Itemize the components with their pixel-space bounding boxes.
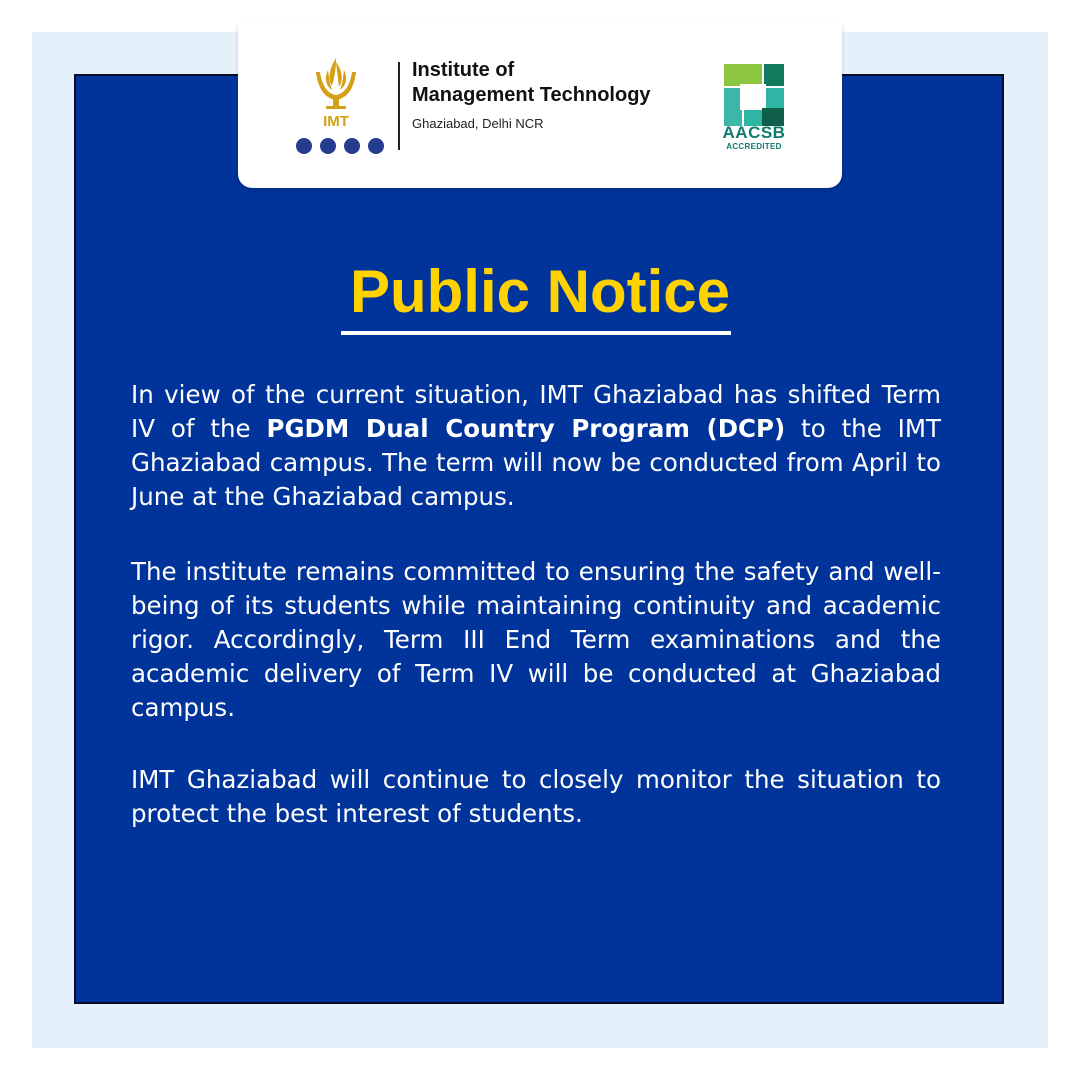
aacsb-accreditation-label <box>714 124 794 152</box>
aacsb-title: AACSB <box>722 123 786 142</box>
institute-location: Ghaziabad, Delhi NCR <box>412 116 544 131</box>
aacsb-subtitle: ACCREDITED <box>726 142 782 151</box>
header-card <box>238 24 842 188</box>
paragraph-1-text-start: In view of the current situation, IMT Ghaziabad has shifted Term IV of the <box>131 380 941 443</box>
aacsb-logo-icon <box>722 62 786 128</box>
notice-paragraph-2: The institute remains committed to ensuring the safety and well-being of its students while maintaining continuity and academic rigor. Accordingly, Term III End Term examinations and the academic delivery of Term IV will be conducted at Ghaziabad campus. <box>131 557 941 722</box>
imt-torch-emblem-icon <box>308 54 364 130</box>
header-divider <box>398 62 400 150</box>
imt-dots-icon <box>294 136 394 156</box>
title-underline <box>341 331 731 335</box>
paragraph-1-text-end: to the IMT Ghaziabad campus. The term will now be conducted from April to June at the Ghaziabad campus. <box>131 414 942 511</box>
notice-paragraph-3: IMT Ghaziabad will continue to closely monitor the situation to protect the best interest of students. <box>131 765 941 828</box>
notice-panel <box>74 74 1004 1004</box>
emblem-label: IMT <box>323 113 349 130</box>
program-name-bold: PGDM Dual Country Program (DCP) <box>266 414 786 443</box>
notice-paragraph-1 <box>131 378 941 514</box>
institute-name-line2: Management Technology <box>412 84 651 106</box>
institute-name-line1: Institute of <box>412 59 515 81</box>
institute-name <box>412 58 651 108</box>
notice-title: Public Notice <box>349 258 731 325</box>
